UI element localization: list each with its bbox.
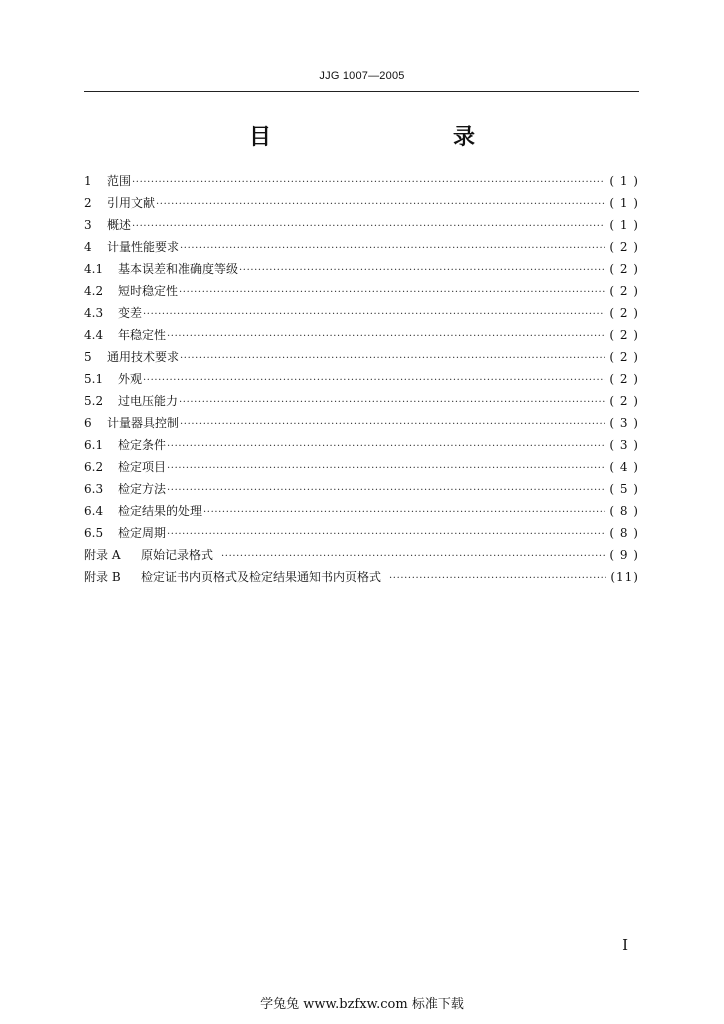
toc-entry (84, 236, 639, 258)
toc-entry (84, 500, 639, 522)
toc-number: 6.2 (84, 460, 104, 474)
toc-label: 检定方法 (118, 482, 167, 496)
toc-leader-dots (180, 348, 605, 370)
toc-entry (84, 346, 639, 368)
toc-leader-dots (239, 260, 605, 282)
page-title: 目 录 (248, 124, 521, 150)
toc-entry (84, 368, 639, 390)
toc-number: 6.1 (84, 438, 104, 452)
toc-label: 概述 (107, 218, 132, 232)
toc-page: ( 5 ) (609, 482, 639, 496)
toc-entry (84, 258, 639, 280)
toc-page: ( 8 ) (609, 504, 639, 518)
toc-leader-dots (389, 568, 606, 590)
toc-entry (84, 302, 639, 324)
toc-page: ( 1 ) (609, 174, 639, 188)
toc-leader-dots (167, 480, 605, 502)
toc-label: 短时稳定性 (118, 284, 179, 298)
toc-page: ( 1 ) (609, 218, 639, 232)
toc-leader-dots (143, 304, 605, 326)
toc-label: 通用技术要求 (107, 350, 180, 364)
toc-leader-dots (143, 370, 605, 392)
toc-page: ( 2 ) (609, 350, 639, 364)
toc-leader-dots (180, 414, 605, 436)
toc-number: 附录 A (84, 548, 121, 562)
toc-page: ( 2 ) (609, 372, 639, 386)
toc-label: 计量器具控制 (107, 416, 180, 430)
toc-leader-dots (132, 172, 605, 194)
toc-entry (84, 434, 639, 456)
toc-number: 2 (84, 196, 92, 210)
toc-page: ( 4 ) (609, 460, 639, 474)
toc-entry (84, 170, 639, 192)
toc-leader-dots (167, 458, 605, 480)
page-number: I (622, 936, 628, 954)
toc-number: 4 (84, 240, 92, 254)
toc-leader-dots (167, 524, 605, 546)
toc-leader-dots (132, 216, 605, 238)
header-rule (84, 91, 639, 92)
toc-page: ( 2 ) (609, 262, 639, 276)
toc-entry (84, 544, 639, 566)
toc-number: 5.2 (84, 394, 104, 408)
toc-label: 检定周期 (118, 526, 167, 540)
toc-entry (84, 456, 639, 478)
toc-label: 年稳定性 (118, 328, 167, 342)
toc-leader-dots (156, 194, 605, 216)
toc-number: 5.1 (84, 372, 104, 386)
toc-page: ( 2 ) (609, 284, 639, 298)
toc-leader-dots (221, 546, 605, 568)
toc-number: 6.3 (84, 482, 104, 496)
toc-entry (84, 478, 639, 500)
table-of-contents (84, 170, 639, 588)
toc-number: 3 (84, 218, 92, 232)
toc-leader-dots (203, 502, 605, 524)
toc-number: 附录 B (84, 570, 121, 584)
toc-page: ( 1 ) (609, 196, 639, 210)
toc-page: ( 9 ) (609, 548, 639, 562)
toc-label: 原始记录格式 (141, 548, 214, 562)
toc-number: 5 (84, 350, 92, 364)
toc-number: 4.2 (84, 284, 104, 298)
toc-number: 6.5 (84, 526, 104, 540)
toc-page: ( 8 ) (609, 526, 639, 540)
toc-page: (11) (610, 570, 639, 584)
footer-watermark: 学兔兔 www.bzfxw.com 标准下载 (260, 997, 464, 1012)
toc-page: ( 2 ) (609, 306, 639, 320)
toc-leader-dots (167, 436, 605, 458)
toc-label: 计量性能要求 (107, 240, 180, 254)
toc-label: 范围 (107, 174, 132, 188)
toc-label: 检定结果的处理 (118, 504, 203, 518)
toc-leader-dots (179, 392, 605, 414)
toc-page: ( 3 ) (609, 416, 639, 430)
toc-page: ( 2 ) (609, 328, 639, 342)
toc-entry (84, 324, 639, 346)
toc-label: 检定证书内页格式及检定结果通知书内页格式 (141, 570, 382, 584)
toc-page: ( 2 ) (609, 394, 639, 408)
toc-entry (84, 192, 639, 214)
toc-label: 外观 (118, 372, 143, 386)
toc-label: 基本误差和准确度等级 (118, 262, 239, 276)
standard-code-header: JJG 1007—2005 (319, 70, 405, 82)
toc-number: 4.3 (84, 306, 104, 320)
toc-leader-dots (179, 282, 605, 304)
toc-entry (84, 412, 639, 434)
toc-leader-dots (167, 326, 605, 348)
toc-number: 6 (84, 416, 92, 430)
toc-number: 6.4 (84, 504, 104, 518)
toc-entry (84, 390, 639, 412)
toc-entry (84, 522, 639, 544)
toc-label: 变差 (118, 306, 143, 320)
toc-label: 检定条件 (118, 438, 167, 452)
toc-number: 4.1 (84, 262, 104, 276)
toc-leader-dots (180, 238, 605, 260)
toc-label: 引用文献 (107, 196, 156, 210)
toc-page: ( 3 ) (609, 438, 639, 452)
toc-number: 4.4 (84, 328, 104, 342)
toc-number: 1 (84, 174, 92, 188)
toc-label: 过电压能力 (118, 394, 179, 408)
toc-entry (84, 566, 639, 588)
toc-entry (84, 280, 639, 302)
toc-page: ( 2 ) (609, 240, 639, 254)
toc-label: 检定项目 (118, 460, 167, 474)
toc-entry (84, 214, 639, 236)
